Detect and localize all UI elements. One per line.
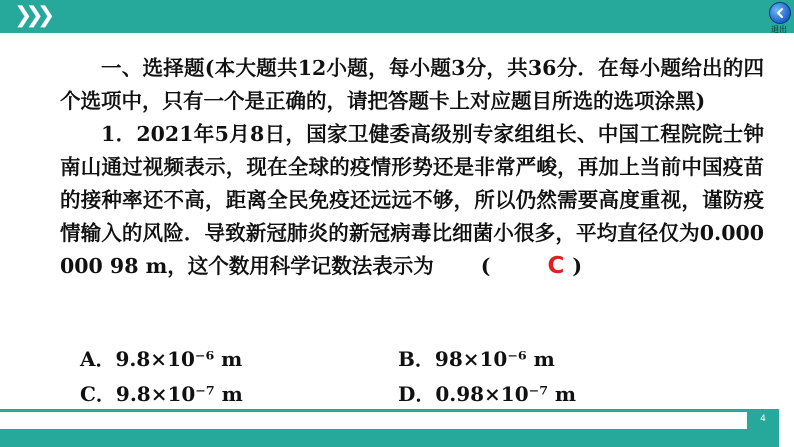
footer-corner bbox=[779, 409, 794, 447]
question-text bbox=[60, 118, 764, 283]
page-number: 4 bbox=[760, 414, 766, 424]
chevrons-icon: ❯❯❯ bbox=[14, 3, 49, 28]
exit-label: 退出 bbox=[771, 25, 787, 34]
option-b[interactable]: B．98×10⁻⁶ m bbox=[398, 347, 555, 371]
open-paren: ( bbox=[480, 254, 491, 278]
question-content bbox=[60, 52, 764, 283]
exit-icon bbox=[769, 2, 791, 24]
section-title: 一、选择题(本大题共12小题，每小题3分，共36分．在每小题给出的四个选项中，只有一个是正确的，请把答题卡上对应题目所选的选项涂黑) bbox=[60, 56, 764, 113]
footer-bar bbox=[0, 429, 747, 447]
option-d[interactable]: D．0.98×10⁻⁷ m bbox=[398, 382, 577, 406]
question-body: 1．2021年5月8日，国家卫健委高级别专家组组长、中国工程院院士钟南山通过视频表示，现在全球的疫情形势还是非常严峻，再加上当前中国疫苗的接种率还不高，距离全民免疫还远远不够，所以仍然需要高度重视，谨防疫情输入的风险．导致新冠肺炎的新冠病毒比细菌小很多，平均直径仅为0.000 000 98 m，这个数用科学记数法表示为 bbox=[60, 122, 764, 278]
exit-button[interactable] bbox=[766, 2, 792, 38]
option-a[interactable]: A．9.8×10⁻⁶ m bbox=[80, 347, 243, 371]
top-bar bbox=[0, 0, 794, 33]
option-c[interactable]: C．9.8×10⁻⁷ m bbox=[80, 382, 243, 406]
close-paren: ) bbox=[572, 254, 583, 278]
answer-mark: C bbox=[547, 253, 565, 279]
footer-line bbox=[0, 409, 747, 412]
